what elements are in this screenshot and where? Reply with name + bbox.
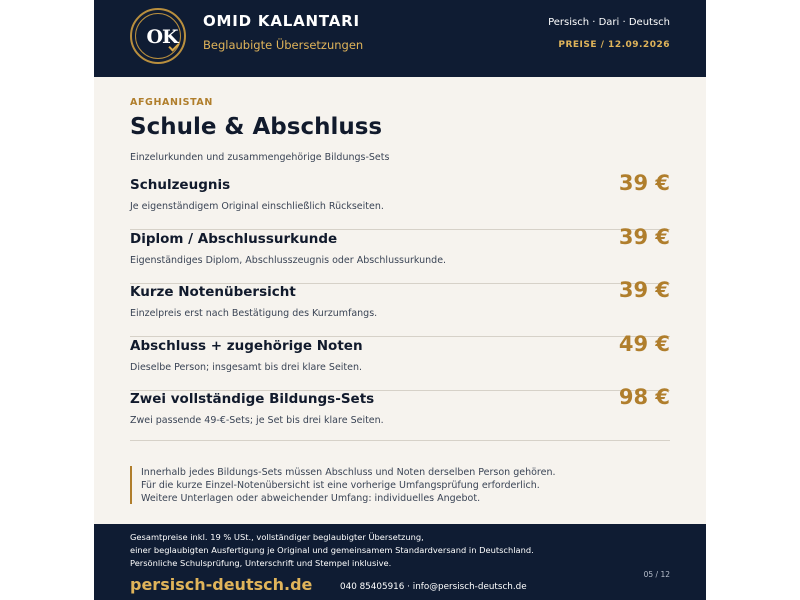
brand-name: OMID KALANTARI [203,12,360,30]
brand-subtitle: Beglaubigte Übersetzungen [203,38,364,52]
note-line: Weitere Unterlagen oder abweichender Umfang: individuelles Angebot. [141,493,481,504]
page-subtitle: Einzelurkunden und zusammengehörige Bildungs-Sets [130,152,390,163]
price-date-label: PREISE / 12.09.2026 [558,40,670,50]
footer-bar [94,524,706,600]
item-name: Diplom / Abschlussurkunde [130,231,338,247]
contact-info[interactable]: 040 85405916 · info@persisch-deutsch.de [340,582,527,592]
footer-text-line: einer beglaubigten Ausfertigung je Original und gemeinsamem Standardversand in Deutschland. [130,545,534,555]
note-line: Für die kurze Einzel-Notenübersicht ist eine vorherige Umfangsprüfung erforderlich. [141,480,540,491]
website-link[interactable]: persisch-deutsch.de [130,575,313,594]
item-price: 39 € [618,171,670,195]
ok-logo-icon [130,8,186,64]
item-name: Kurze Notenübersicht [130,284,296,300]
item-description: Dieselbe Person; insgesamt bis drei klare Seiten. [130,362,363,373]
price-item [130,278,670,337]
languages-label: Persisch · Dari · Deutsch [548,17,670,28]
item-description: Eigenständiges Diplom, Abschlusszeugnis oder Abschlussurkunde. [130,255,447,266]
price-item [130,225,670,284]
logo-text: OK [146,26,178,48]
item-description: Zwei passende 49-€-Sets; je Set bis drei klare Seiten. [130,415,384,426]
item-description: Einzelpreis erst nach Bestätigung des Kurzumfangs. [130,308,378,319]
item-price: 39 € [618,278,670,302]
item-name: Schulzeugnis [130,177,231,193]
footer-text-line: Gesamtpreise inkl. 19 % USt., vollständiger beglaubigter Übersetzung, [130,532,424,542]
price-item [130,385,670,441]
country-label: AFGHANISTAN [130,97,213,108]
note-line: Innerhalb jedes Bildungs-Sets müssen Abschluss und Noten derselben Person gehören. [141,467,556,478]
page-title: Schule & Abschluss [130,114,383,140]
price-item [130,332,670,391]
item-price: 98 € [618,385,670,409]
item-price: 49 € [618,332,670,356]
price-sheet-page [94,0,706,600]
item-name: Abschluss + zugehörige Noten [130,338,363,354]
item-price: 39 € [618,225,670,249]
item-name: Zwei vollständige Bildungs-Sets [130,391,375,407]
footer-text-line: Persönliche Schulsprüfung, Unterschrift und Stempel inklusive. [130,558,392,568]
item-description: Je eigenständigem Original einschließlich Rückseiten. [130,201,384,212]
page-number: 05 / 12 [643,570,670,579]
price-item [130,171,670,230]
header-bar [94,0,706,77]
info-note [130,466,670,504]
